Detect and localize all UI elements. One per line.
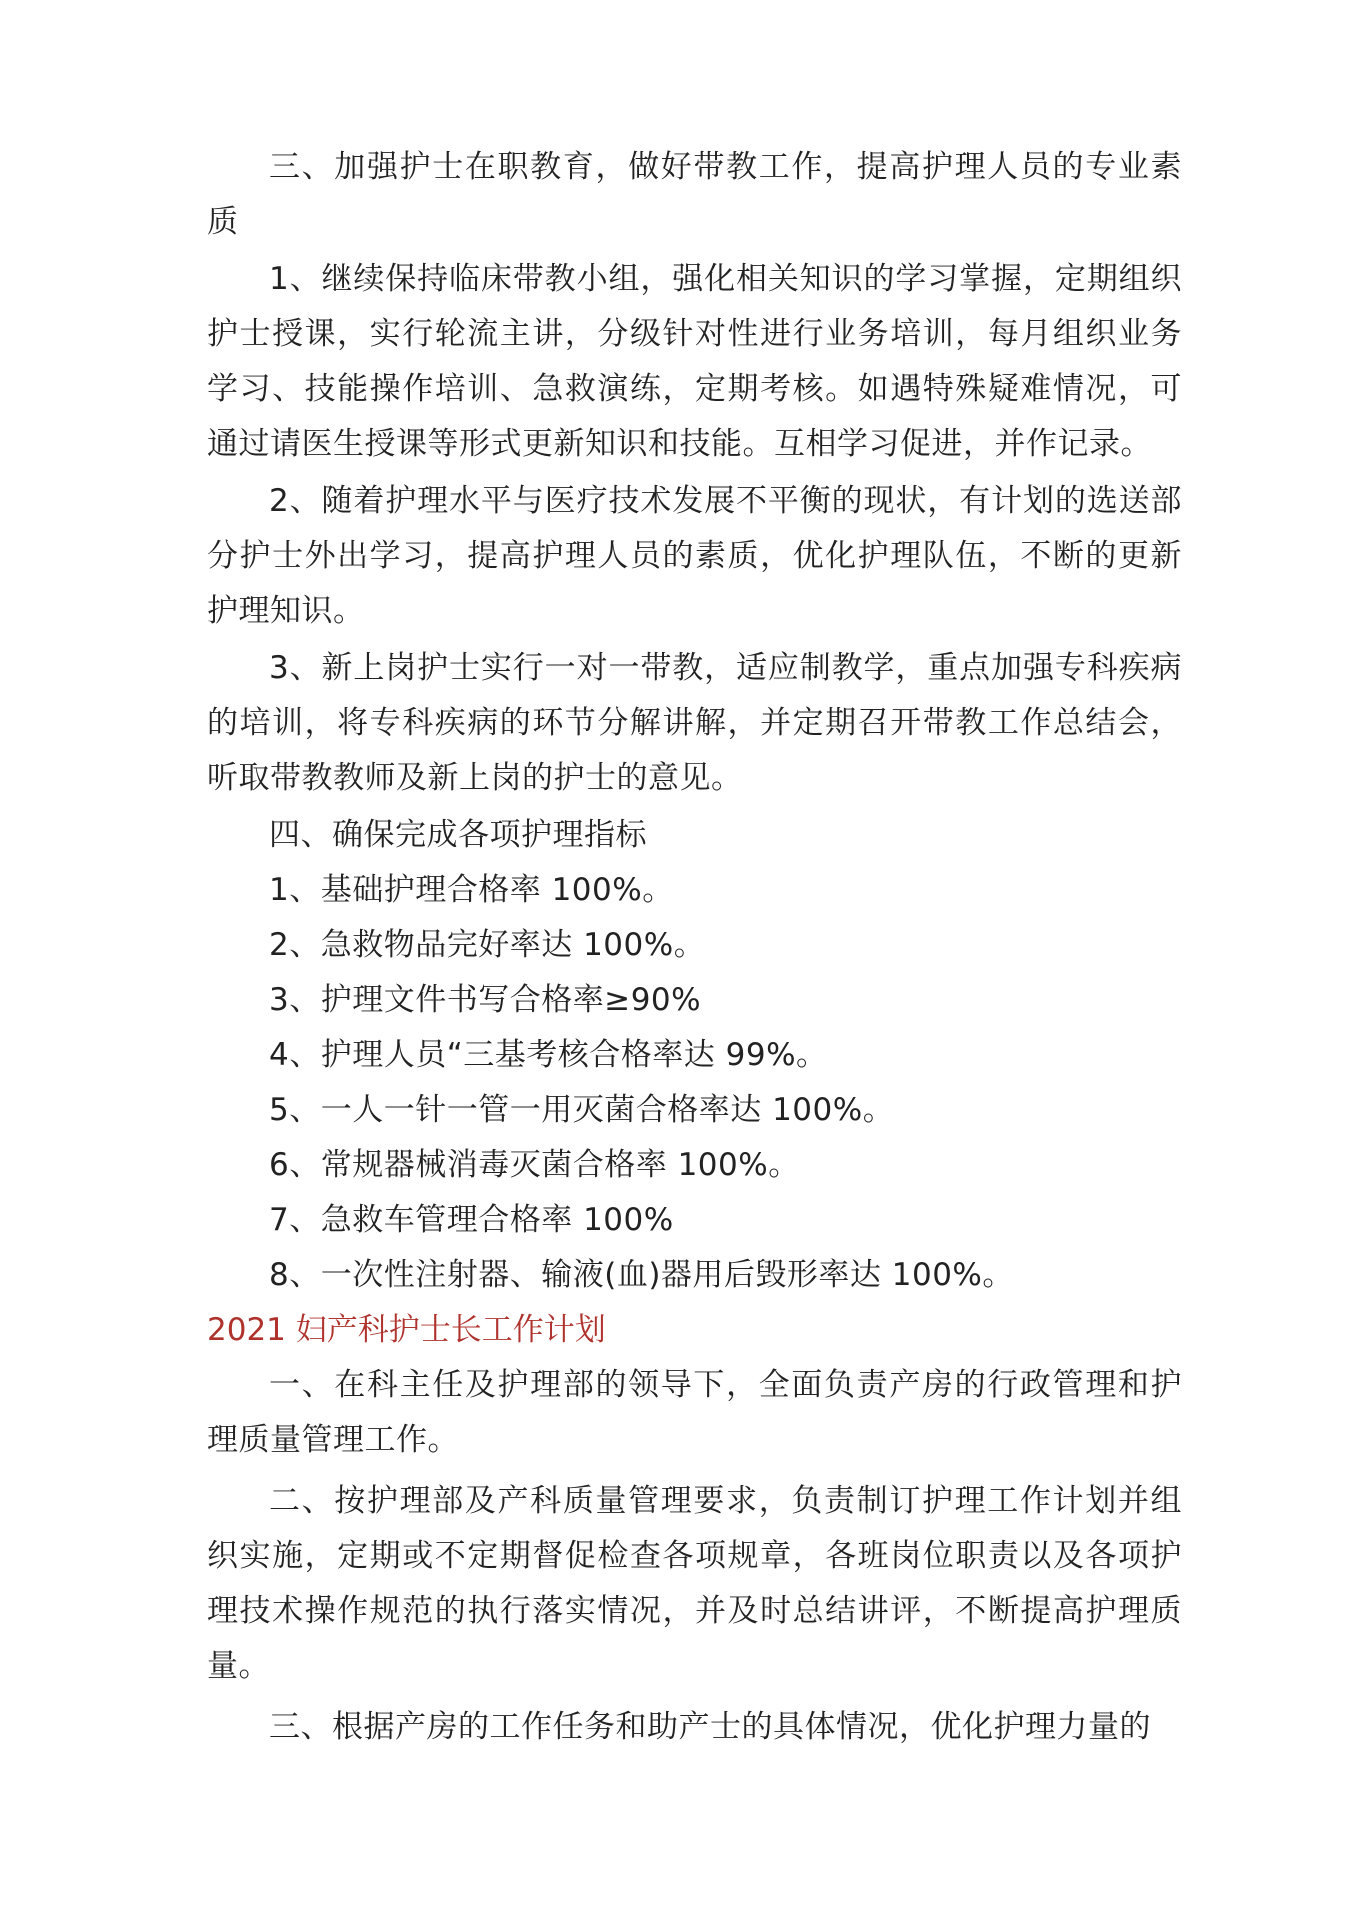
paragraph-section-3-heading: 三、加强护士在职教育，做好带教工作，提高护理人员的专业素质 — [207, 149, 1182, 240]
section-paragraph-1: 一、在科主任及护理部的领导下，全面负责产房的行政管理和护理质量管理工作。 — [207, 1367, 1182, 1458]
indicator-item: 4、护理人员“三基考核合格率达 99%。 — [269, 1037, 828, 1073]
indicator-item: 3、护理文件书写合格率≥90% — [269, 982, 702, 1018]
section-paragraph-2: 二、按护理部及产科质量管理要求，负责制订护理工作计划并组织实施，定期或不定期督促检查各项规章，各班岗位职责以及各项护理技术操作规范的执行落实情况，并及时总结讲评，不断提高护理质量。 — [207, 1483, 1182, 1684]
section-title: 2021 妇产科护士长工作计划 — [207, 1312, 606, 1348]
paragraph-item-1: 1、继续保持临床带教小组，强化相关知识的学习掌握，定期组织护士授课，实行轮流主讲，分级针对性进行业务培训，每月组织业务学习、技能操作培训、急救演练，定期考核。如遇特殊疑难情况，可通过请医生授课等形式更新知识和技能。互相学习促进，并作记录。 — [207, 261, 1182, 462]
indicator-item: 5、一人一针一管一用灭菌合格率达 100%。 — [269, 1092, 895, 1128]
indicator-item: 2、急救物品完好率达 100%。 — [269, 927, 706, 963]
paragraph-item-3: 3、新上岗护士实行一对一带教，适应制教学，重点加强专科疾病的培训，将专科疾病的环节分解讲解，并定期召开带教工作总结会，听取带教教师及新上岗的护士的意见。 — [207, 650, 1182, 796]
indicator-item: 7、急救车管理合格率 100% — [269, 1202, 674, 1238]
indicator-item: 8、一次性注射器、输液(血)器用后毁形率达 100%。 — [269, 1257, 1014, 1293]
indicator-list — [207, 863, 1182, 1303]
document-page — [207, 140, 1182, 1755]
section-paragraph-3: 三、根据产房的工作任务和助产士的具体情况，优化护理力量的 — [269, 1709, 1151, 1745]
paragraph-item-2: 2、随着护理水平与医疗技术发展不平衡的现状，有计划的选送部分护士外出学习，提高护理人员的素质，优化护理队伍，不断的更新护理知识。 — [207, 483, 1182, 629]
indicator-item: 1、基础护理合格率 100%。 — [269, 872, 674, 908]
paragraph-section-4-heading: 四、确保完成各项护理指标 — [269, 817, 647, 853]
indicator-item: 6、常规器械消毒灭菌合格率 100%。 — [269, 1147, 800, 1183]
